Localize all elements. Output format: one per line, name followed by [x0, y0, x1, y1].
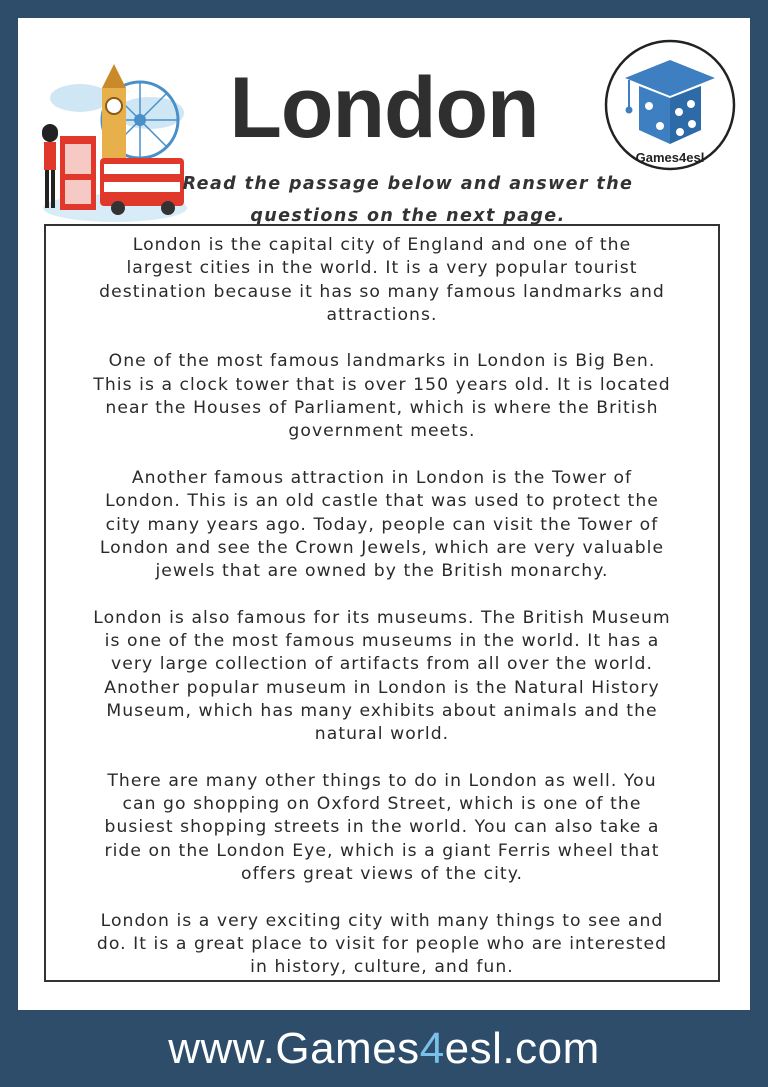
passage-line: near the Houses of Parliament, which is where the British	[105, 398, 659, 419]
passage-paragraph	[52, 607, 712, 747]
graduation-dice-logo-icon	[603, 38, 737, 172]
instructions	[168, 168, 648, 232]
passage-line: do. It is a great place to visit for people who are interested	[96, 933, 668, 954]
passage-paragraph	[52, 467, 712, 583]
passage-line: London is the capital city of England and one of the	[132, 235, 632, 255]
footer-url-suffix: esl.com	[444, 1024, 600, 1073]
passage-paragraph	[52, 234, 712, 327]
passage-line: This is a clock tower that is over 150 years old. It is located	[93, 374, 671, 395]
passage-line: very large collection of artifacts from all over the world.	[111, 654, 653, 675]
passage-paragraph	[52, 350, 712, 443]
instructions-line: Read the passage below and answer the	[182, 174, 634, 194]
footer-url[interactable]	[0, 1018, 768, 1080]
passage-line: One of the most famous landmarks in London is Big Ben.	[108, 351, 656, 372]
passage-paragraph	[52, 770, 712, 886]
logo-label: Games4esl	[635, 150, 705, 165]
passage-line: London and see the Crown Jewels, which are very valuable	[99, 537, 665, 558]
passage-line: London is also famous for its museums. The British Museum	[93, 607, 671, 628]
passage-line: largest cities in the world. It is a very popular tourist	[126, 258, 638, 279]
footer-url-prefix: www.Games	[168, 1024, 420, 1073]
passage-line: London is a very exciting city with many things to see and	[100, 910, 664, 931]
passage-line: ride on the London Eye, which is a giant Ferris wheel that	[104, 840, 660, 861]
passage-line: is one of the most famous museums in the world. It has a	[104, 631, 660, 652]
passage-line: government meets.	[288, 421, 476, 442]
passage-line: natural world.	[314, 724, 450, 745]
passage-line: can go shopping on Oxford Street, which is one of the	[122, 794, 642, 815]
passage-line: offers great views of the city.	[241, 864, 523, 885]
worksheet-page	[18, 18, 750, 1010]
page-title: London	[229, 60, 539, 156]
passage-line: Museum, which has many exhibits about animals and the	[106, 700, 658, 721]
instructions-line: questions on the next page.	[250, 206, 566, 226]
footer-url-accent: 4	[419, 1024, 445, 1073]
passage-paragraph	[52, 910, 712, 980]
passage-line: destination because it has so many famous landmarks and	[99, 281, 665, 302]
passage-line: attractions.	[326, 304, 438, 325]
reading-passage	[44, 224, 720, 982]
passage-line: busiest shopping streets in the world. You can also take a	[104, 817, 660, 838]
passage-line: Another famous attraction in London is the Tower of	[131, 467, 633, 488]
passage-line: in history, culture, and fun.	[250, 957, 514, 978]
passage-line: city many years ago. Today, people can visit the Tower of	[105, 514, 659, 535]
passage-line: Another popular museum in London is the Natural History	[104, 677, 660, 698]
passage-line: jewels that are owned by the British monarchy.	[155, 561, 609, 582]
passage-line: There are many other things to do in London as well. You	[107, 770, 657, 791]
passage-line: London. This is an old castle that was used to protect the	[105, 491, 659, 512]
